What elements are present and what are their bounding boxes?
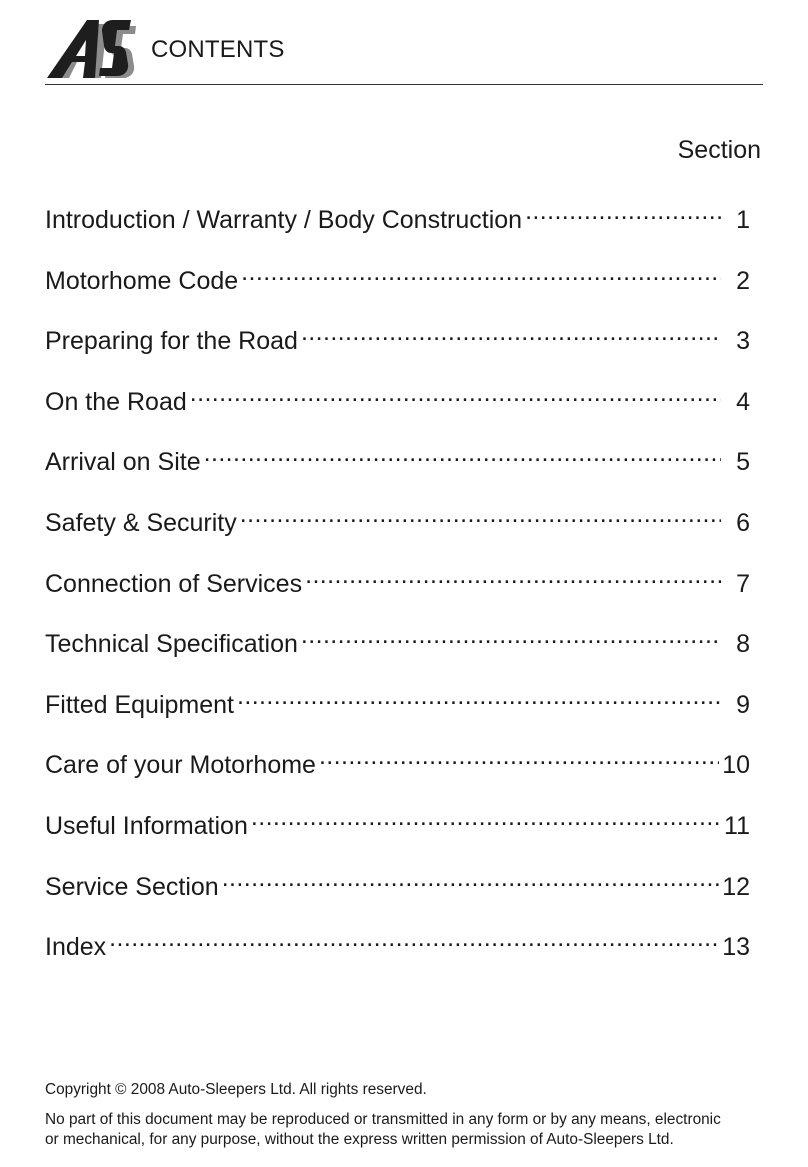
dot-leader	[301, 315, 721, 349]
toc-entry-title: Care of your Motorhome	[45, 751, 316, 780]
copyright-footer	[45, 1080, 767, 1150]
toc-entry-title: Connection of Services	[45, 569, 303, 598]
dot-leader	[241, 255, 721, 289]
toc-entry-section-number: 12	[722, 872, 750, 901]
toc-entry-preparing-for-the-road[interactable]	[45, 315, 750, 376]
toc-entry-section-number: 10	[722, 751, 750, 780]
toc-entry-motorhome-code[interactable]	[45, 255, 750, 316]
toc-entry-title: Fitted Equipment	[45, 690, 234, 719]
toc-entry-section-number: 7	[736, 569, 750, 598]
header-divider	[45, 84, 763, 85]
toc-entry-title: Service Section	[45, 872, 219, 901]
toc-entry-title: Preparing for the Road	[45, 327, 298, 356]
dot-leader	[190, 376, 721, 410]
reproduction-notice-line-1: No part of this document may be reproduced or transmitted in any form or by any means, electronic	[45, 1111, 721, 1128]
toc-entry-section-number: 13	[722, 933, 750, 962]
toc-entry-section-number: 9	[736, 690, 750, 719]
toc-entry-title: Motorhome Code	[45, 266, 239, 295]
page-header	[45, 14, 763, 86]
copyright-line: Copyright © 2008 Auto-Sleepers Ltd. All rights reserved.	[45, 1081, 427, 1098]
toc-entry-section-number: 1	[736, 206, 750, 234]
page-title: CONTENTS	[151, 36, 285, 63]
table-of-contents	[45, 194, 750, 982]
toc-entry-section-number: 6	[736, 508, 750, 537]
toc-entry-title: On the Road	[45, 387, 187, 416]
dot-leader	[237, 679, 721, 713]
dot-leader	[525, 194, 721, 228]
toc-entry-section-number: 8	[736, 630, 750, 659]
dot-leader	[222, 861, 719, 895]
dot-leader	[301, 618, 721, 652]
toc-entry-title: Introduction / Warranty / Body Construction	[45, 206, 523, 234]
dot-leader	[204, 436, 721, 470]
toc-entry-useful-information[interactable]	[45, 800, 750, 861]
toc-entry-title: Useful Information	[45, 811, 248, 840]
toc-entry-arrival-on-site[interactable]	[45, 436, 750, 497]
toc-entry-introduction[interactable]	[45, 194, 750, 255]
dot-leader	[240, 497, 721, 531]
auto-sleepers-logo	[45, 18, 137, 80]
toc-entry-section-number: 4	[736, 387, 750, 416]
dot-leader	[109, 921, 719, 955]
toc-entry-title: Arrival on Site	[45, 448, 201, 477]
dot-leader	[305, 558, 721, 592]
toc-entry-section-number: 2	[736, 266, 750, 295]
toc-entry-connection-of-services[interactable]	[45, 558, 750, 619]
toc-entry-index[interactable]	[45, 921, 750, 982]
toc-entry-care-of-your-motorhome[interactable]	[45, 739, 750, 800]
toc-entry-safety-security[interactable]	[45, 497, 750, 558]
section-column-heading: Section	[677, 136, 761, 164]
toc-entry-on-the-road[interactable]	[45, 376, 750, 437]
toc-entry-section-number: 5	[736, 448, 750, 477]
toc-entry-section-number: 3	[736, 327, 750, 356]
toc-entry-title: Index	[45, 933, 107, 962]
toc-entry-title: Safety & Security	[45, 508, 237, 537]
toc-entry-section-number: 11	[724, 811, 750, 840]
toc-entry-service-section[interactable]	[45, 861, 750, 922]
toc-entry-title: Technical Specification	[45, 630, 298, 659]
toc-entry-technical-specification[interactable]	[45, 618, 750, 679]
toc-entry-fitted-equipment[interactable]	[45, 679, 750, 740]
reproduction-notice-line-2: or mechanical, for any purpose, without the express written permission of Auto-Sleepers Ltd.	[45, 1131, 674, 1148]
dot-leader	[251, 800, 721, 834]
dot-leader	[319, 739, 719, 773]
